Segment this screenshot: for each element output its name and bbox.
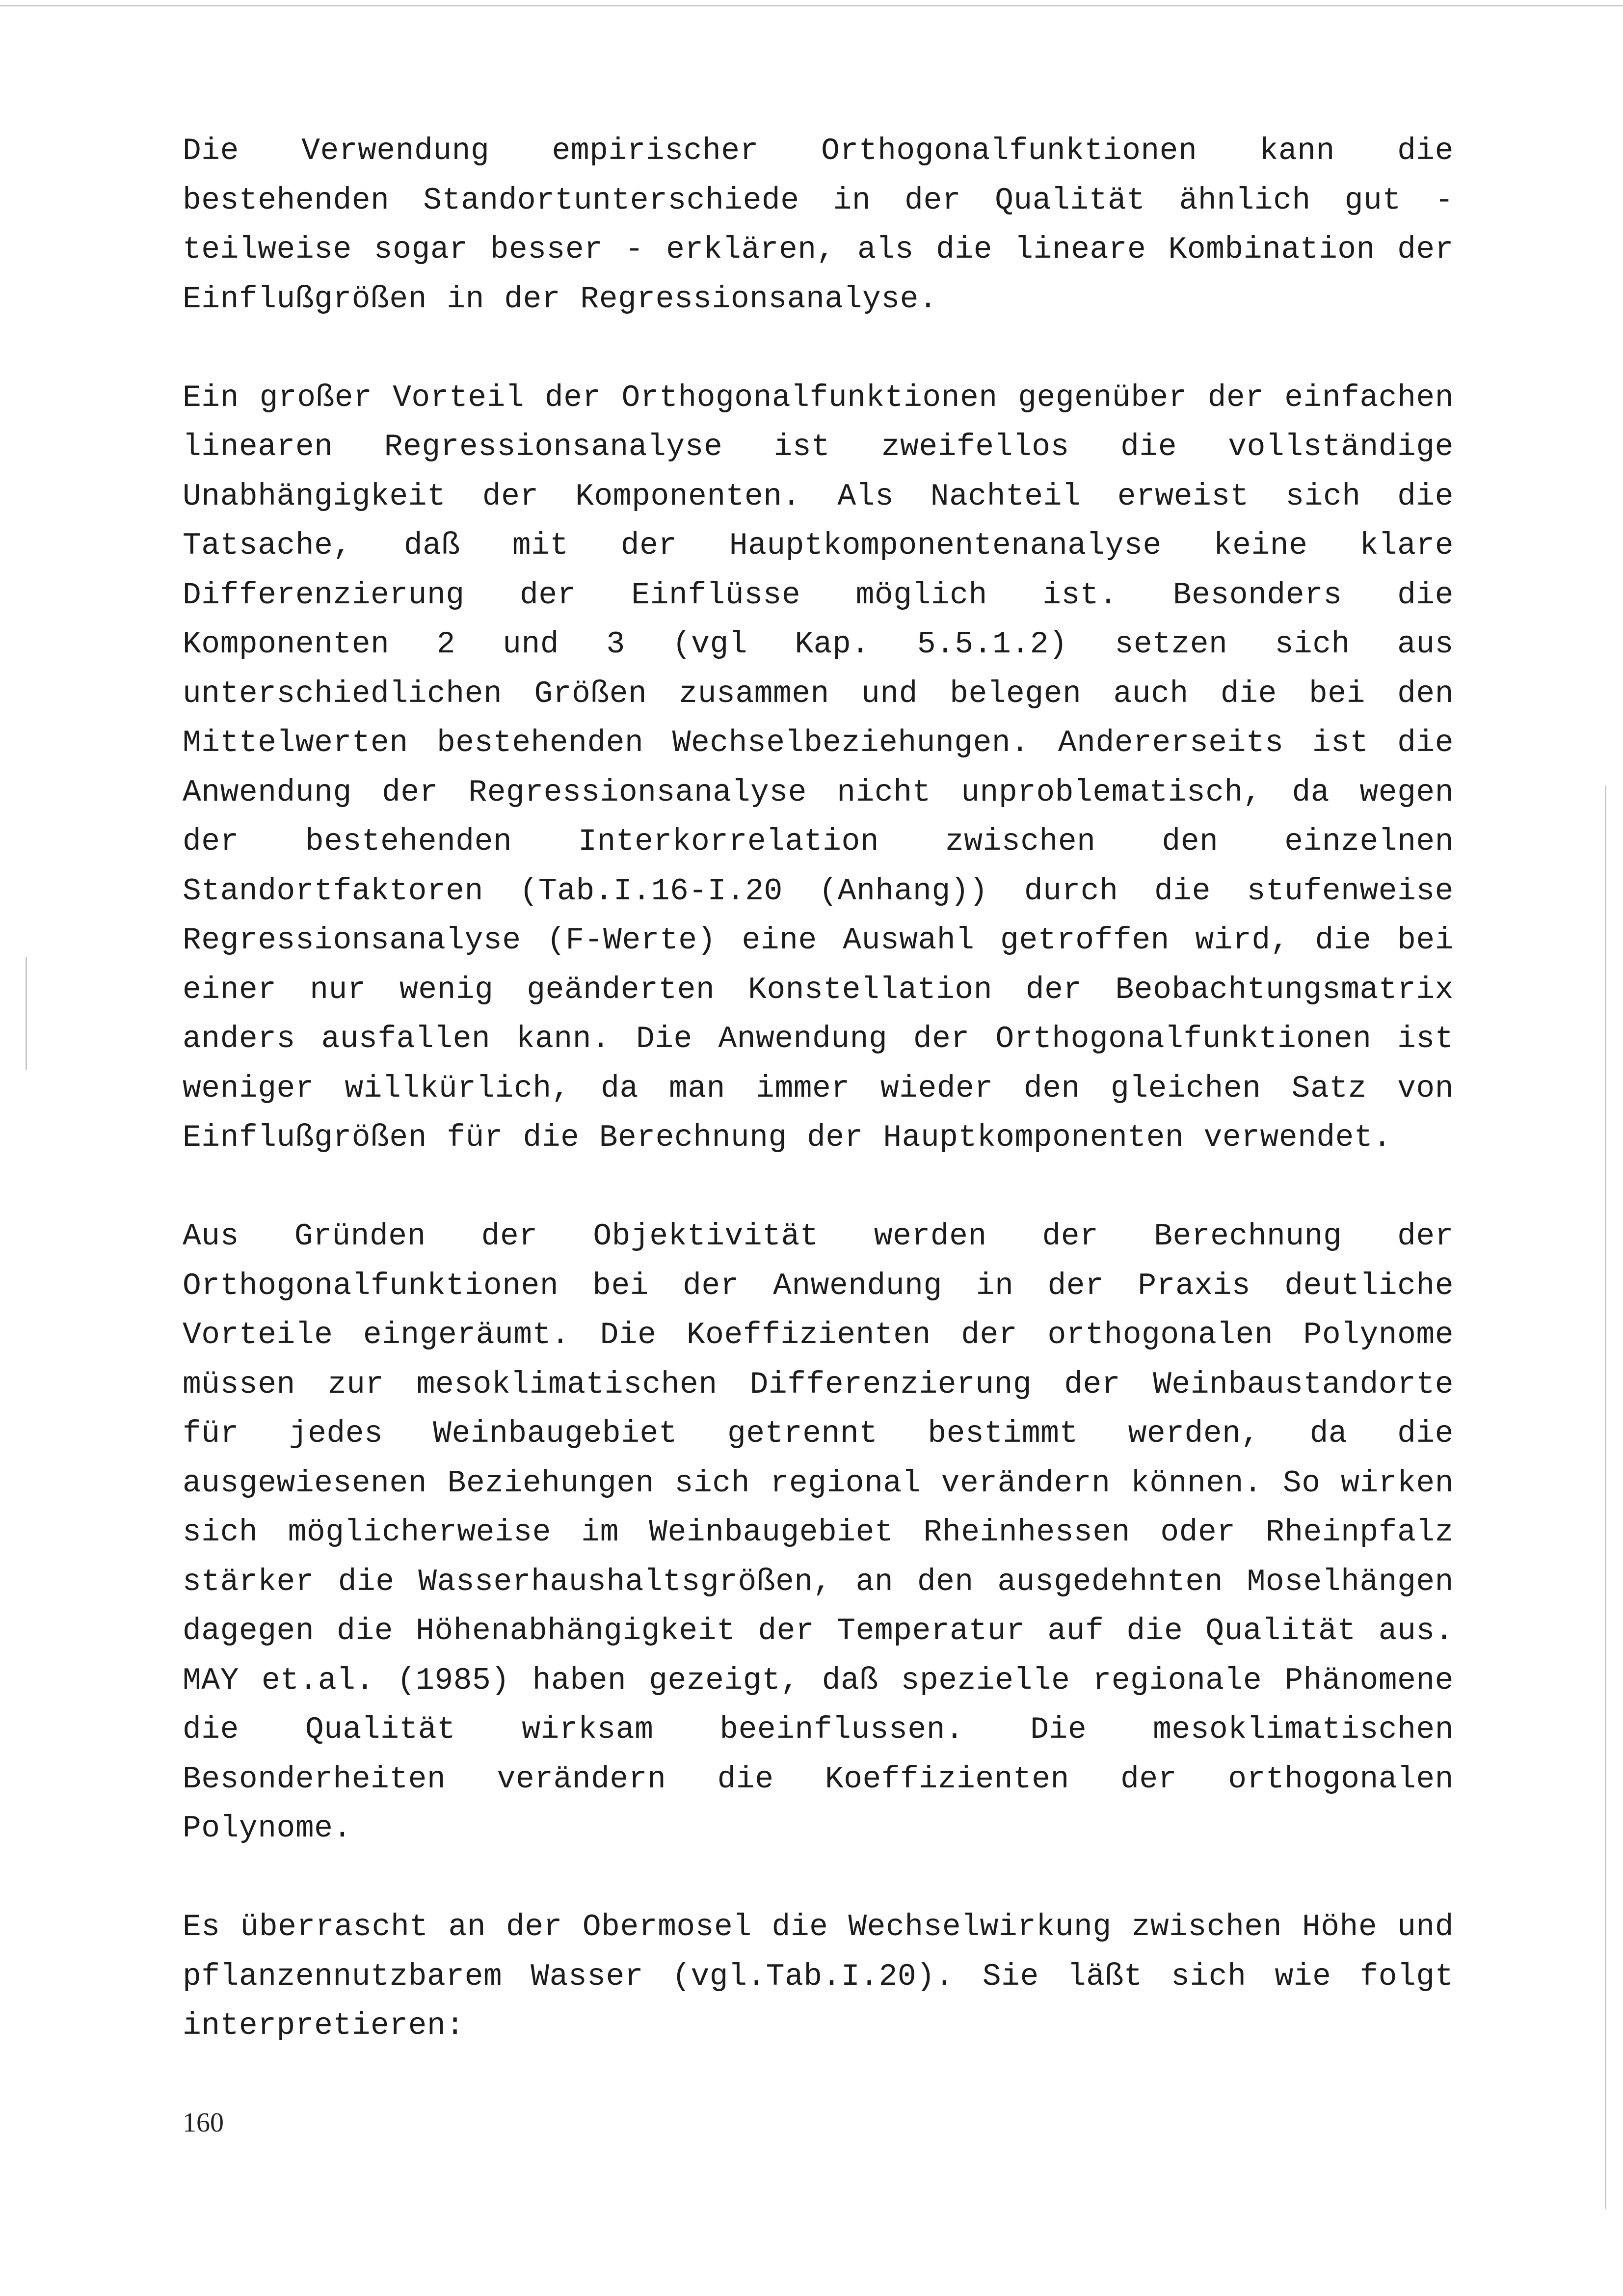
body-text [183,127,1454,2100]
page-number: 160 [183,2107,224,2138]
scan-edge-top [0,5,1623,6]
scan-edge-right [1605,785,1606,2209]
scan-edge-left [26,957,27,1070]
paragraph-1: Die Verwendung empirischer Orthogonalfunktionen kann die bestehenden Standortunterschiede in der Qualität ähnlich gut - teilweise sogar besser - erklären, als die lineare Kombination der Einflußgrößen in der Regressionsanalyse. [183,134,1454,317]
paragraph-4: Es überrascht an der Obermosel die Wechselwirkung zwischen Höhe und pflanzennutzbarem Wasser (vgl.Tab.I.20). Sie läßt sich wie folgt interpretieren: [183,1910,1454,2043]
paragraph-2: Ein großer Vorteil der Orthogonalfunktionen gegenüber der einfachen linearen Regressionsanalyse ist zweifellos die vollständige Unabhängigkeit der Komponenten. Als Nachteil erweist sich die Tatsache, daß mit der Hauptkomponentenanalyse keine klare Differenzierung der Einflüsse möglich ist. Besonders die Komponenten 2 und 3 (vgl Kap. 5.5.1.2) setzen sich aus unterschiedlichen Größen zusammen und belegen auch die bei den Mittelwerten bestehenden Wechselbeziehungen. Andererseits ist die Anwendung der Regressionsanalyse nicht unproblematisch, da wegen der bestehenden Interkorrelation zwischen den einzelnen Standortfaktoren (Tab.I.16-I.20 (Anhang)) durch die stufenweise Regressionsanalyse (F-Werte) eine Auswahl getroffen wird, die bei einer nur wenig geänderten Konstellation der Beobachtungsmatrix anders ausfallen kann. Die Anwendung der Orthogonalfunktionen ist weniger willkürlich, da man immer wieder den gleichen Satz von Einflußgrößen für die Berechnung der Hauptkomponenten verwendet. [183,380,1454,1155]
paragraph-3: Aus Gründen der Objektivität werden der Berechnung der Orthogonalfunktionen bei der Anwendung in der Praxis deutliche Vorteile eingeräumt. Die Koeffizienten der orthogonalen Polynome müssen zur mesoklimatischen Differenzierung der Weinbaustandorte für jedes Weinbaugebiet getrennt bestimmt werden, da die ausgewiesenen Beziehungen sich regional verändern können. So wirken sich möglicherweise im Weinbaugebiet Rheinhessen oder Rheinpfalz stärker die Wasserhaushaltsgrößen, an den ausgedehnten Moselhängen dagegen die Höhenabhängigkeit der Temperatur auf die Qualität aus. MAY et.al. (1985) haben gezeigt, daß spezielle regionale Phänomene die Qualität wirksam beeinflussen. Die mesoklimatischen Besonderheiten verändern die Koeffizienten der orthogonalen Polynome. [183,1219,1454,1846]
